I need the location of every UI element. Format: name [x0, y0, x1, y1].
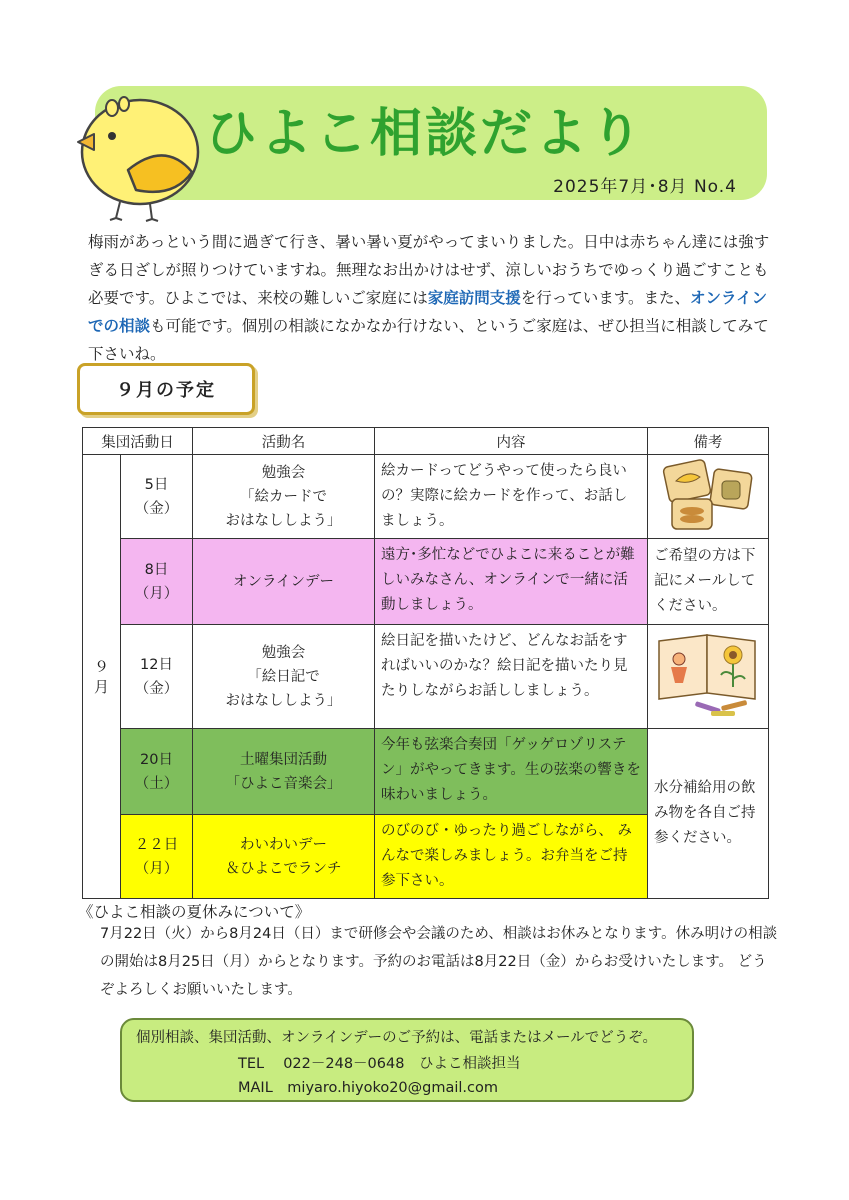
- date-cell: ２２日 （月）: [121, 815, 193, 899]
- content-cell: 遠方･多忙などでひよこに来ることが難しいみなさん、オンラインで一緒に活動しましょう。: [375, 539, 648, 625]
- month-label: ９ 月: [93, 657, 109, 696]
- date-cell: 20日 （土）: [121, 729, 193, 815]
- table-row: [83, 729, 769, 815]
- note-cell: ご希望の方は下記にメールしてください。: [648, 539, 769, 625]
- contact-intro: 個別相談、集団活動、オンラインデーのご予約は、電話またはメールでどうぞ。: [136, 1030, 657, 1046]
- content-cell: 絵カードってどうやって使ったら良いの？実際に絵カードを作って、お話しましょう。: [375, 455, 648, 539]
- contact-phone: TEL 022－248－0648 ひよこ相談担当: [238, 1056, 521, 1072]
- chick-illustration: [70, 90, 220, 225]
- intro-text-1: 梅雨があっという間に過ぎて行き、暑い暑い夏がやってまいりました。日中は赤ちゃん達には強すぎる日ざしが照りつけていますね。無理なお出かけはせず、涼しいおうちでゆっくり過ごすことも必要です。ひよこでは、来校の難しいご家庭には: [88, 233, 770, 307]
- picture-diary-illustration: [655, 629, 761, 721]
- content-cell: 今年も弦楽合奏団「ゲッゲロゾリステン」がやってきます。生の弦楽の響きを味わいましょう。: [375, 729, 648, 815]
- table-row: [83, 625, 769, 729]
- table-row: [83, 455, 769, 539]
- note-cell: [648, 625, 769, 729]
- picture-cards-illustration: [658, 457, 758, 533]
- date-cell: 12日 （金）: [121, 625, 193, 729]
- contact-email: MAIL miyaro.hiyoko20@gmail.com: [238, 1080, 498, 1096]
- note-cell: 水分補給用の飲み物を各自ご持参ください。: [648, 729, 769, 899]
- activity-cell: オンラインデー: [193, 539, 375, 625]
- home-visit-highlight: 家庭訪問支援: [427, 289, 521, 307]
- header-date: 集団活動日: [83, 428, 193, 455]
- activity-cell: 勉強会 「絵カードで おはなししよう」: [193, 455, 375, 539]
- content-cell: 絵日記を描いたけど、どんなお話をすればいいのかな？絵日記を描いたり見たりしながらお話ししましょう。: [375, 625, 648, 729]
- september-schedule-label: ９月の予定: [77, 363, 255, 415]
- schedule-table: [82, 427, 769, 899]
- online-consultation-highlight: オンラインでの相談: [88, 289, 768, 335]
- content-cell: のびのび・ゆったり過ごしながら、 みんなで楽しみましょう。お弁当をご持参下さい。: [375, 815, 648, 899]
- table-row: [83, 539, 769, 625]
- note-cell: [648, 455, 769, 539]
- date-cell: 8日 （月）: [121, 539, 193, 625]
- summer-break-body: 7月22日（火）から8月24日（日）まで研修会や会議のため、相談はお休みとなります。休み明けの相談の開始は8月25日（月）からとなります。予約のお電話は8月22日（金）からお受けいたします。 どうぞよろしくお願いいたします。: [100, 926, 778, 998]
- header-notes: 備考: [648, 428, 769, 455]
- header-content: 内容: [375, 428, 648, 455]
- intro-text-3: も可能です。個別の相談になかなか行けない、というご家庭は、ぜひ担当に相談してみて下さいね。: [88, 317, 769, 363]
- date-cell: 5日 （金）: [121, 455, 193, 539]
- intro-paragraph: [88, 228, 778, 368]
- activity-cell: わいわいデー ＆ひよこでランチ: [193, 815, 375, 899]
- table-header-row: [83, 428, 769, 455]
- issue-number: 2025年7月･8月 No.4: [553, 177, 737, 197]
- activity-cell: 勉強会 「絵日記で おはなししよう」: [193, 625, 375, 729]
- header-activity: 活動名: [193, 428, 375, 455]
- month-cell: [83, 455, 121, 899]
- activity-cell: 土曜集団活動 「ひよこ音楽会」: [193, 729, 375, 815]
- summer-break-title: 《ひよこ相談の夏休みについて》: [78, 903, 311, 921]
- contact-box: [120, 1018, 694, 1102]
- newsletter-title: ひよこ相談だより: [205, 104, 646, 164]
- intro-text-2: を行っています。また、: [520, 289, 691, 307]
